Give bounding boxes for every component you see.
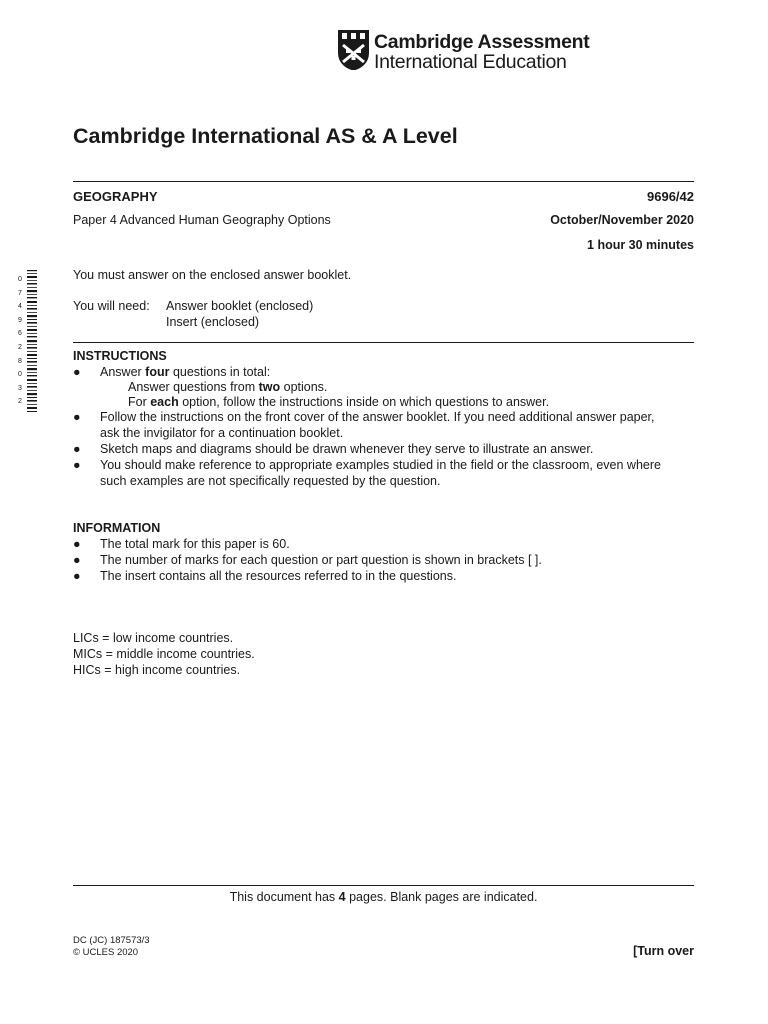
instruction-examples: You should make reference to appropriate examples studied in the field or the classroom, even where such examples are not specifically requested by the question. [100,458,661,488]
need-item-booklet: Answer booklet (enclosed) [166,299,314,313]
instruction-sketch-maps: Sketch maps and diagrams should be drawn whenever they serve to illustrate an answer. [100,442,594,456]
bullet: ● [73,365,81,379]
bullet: ● [73,569,81,583]
answer-note: You must answer on the enclosed answer booklet. [73,268,352,282]
instruction-front-cover: Follow the instructions on the front cover of the answer booklet. If you need additional answer paper, ask the invigilator for a continuation booklet. [100,410,655,440]
need-label: You will need: [73,299,150,313]
abbrev-hics: HICs = high income countries. [73,663,241,677]
syllabus-code: 9696/42 [647,189,694,204]
info-marks-brackets: The number of marks for each question or part question is shown in brackets [ ]. [100,553,542,567]
barcode [27,270,37,412]
info-insert: The insert contains all the resources referred to in the questions. [100,569,457,583]
instruction-each-option: For each option, follow the instructions inside on which questions to answer. [128,395,550,409]
instruction-two-options: Answer questions from two options. [128,380,328,394]
bullet: ● [73,442,81,456]
logo-line-1: Cambridge Assessment [374,31,590,53]
paper-title: Paper 4 Advanced Human Geography Options [73,213,331,227]
divider-bottom [73,885,694,886]
copyright: © UCLES 2020 [73,947,139,958]
information-heading: INFORMATION [73,521,161,535]
barcode-digits: 0 7 4 9 6 2 8 0 3 2 [18,276,22,406]
divider-middle [73,342,694,343]
page-title: Cambridge International AS & A Level [73,124,458,148]
instruction-answer-four: Answer four questions in total: [100,365,271,379]
shield-crest-icon [338,30,369,70]
abbrev-lics: LICs = low income countries. [73,631,234,645]
bullet: ● [73,410,81,424]
candidate-barcode-number [14,273,26,409]
exam-duration: 1 hour 30 minutes [587,238,694,252]
info-total-mark: The total mark for this paper is 60. [100,537,290,551]
exam-session: October/November 2020 [550,213,694,227]
subject: GEOGRAPHY [73,189,158,204]
dc-reference: DC (JC) 187573/3 [73,935,150,946]
turn-over: [Turn over [633,944,694,958]
instructions-heading: INSTRUCTIONS [73,349,167,363]
cambridge-logo [338,30,588,72]
divider-top [73,181,694,182]
page-count-note: This document has 4 pages. Blank pages are indicated. [229,890,538,904]
bullet: ● [73,553,81,567]
logo-line-2: International Education [374,51,567,73]
need-item-insert: Insert (enclosed) [166,315,260,329]
abbrev-mics: MICs = middle income countries. [73,647,255,661]
bullet: ● [73,458,81,472]
bullet: ● [73,537,81,551]
